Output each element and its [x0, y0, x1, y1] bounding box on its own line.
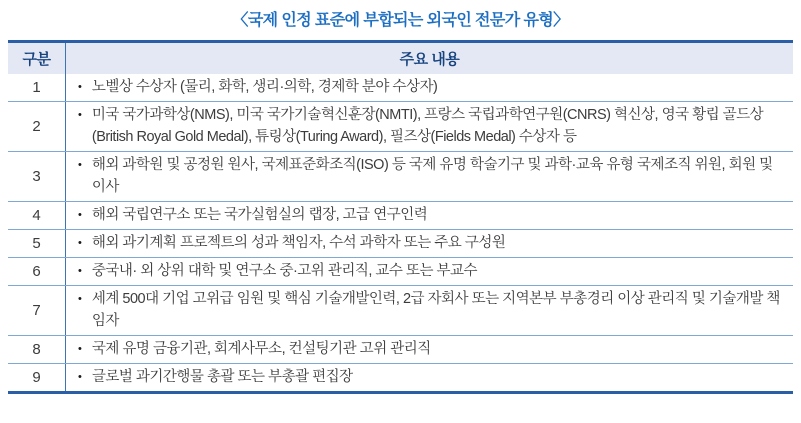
row-content	[65, 152, 793, 201]
row-text: 노벨상 수상자 (물리, 화학, 생리·의학, 경제학 분야 수상자)	[91, 79, 438, 95]
table-row	[8, 335, 793, 363]
row-number: 8	[32, 341, 41, 358]
bullet-icon: •	[78, 371, 82, 383]
row-text: 국제 유명 금융기관, 회계사무소, 컨설팅기관 고위 관리직	[91, 341, 431, 357]
row-text: 해외 국립연구소 또는 국가실험실의 랩장, 고급 연구인력	[91, 207, 428, 223]
column-header-category: 구분	[8, 43, 65, 74]
row-number: 3	[32, 168, 41, 185]
row-text: 해외 과기계획 프로젝트의 성과 책임자, 수석 과학자 또는 주요 구성원	[91, 235, 506, 251]
table-header-row	[8, 43, 793, 74]
row-content	[65, 286, 793, 335]
row-number: 1	[32, 79, 41, 96]
row-content	[65, 202, 793, 229]
column-header-content: 주요 내용	[65, 43, 793, 74]
table-row	[8, 74, 793, 101]
table-row	[8, 285, 793, 335]
table-body	[8, 74, 793, 391]
bullet-icon: •	[78, 81, 82, 93]
bullet-icon: •	[78, 293, 82, 305]
row-content	[65, 258, 793, 285]
bullet-icon: •	[78, 265, 82, 277]
page-title: 〈국제 인정 표준에 부합되는 외국인 전문가 유형〉	[232, 12, 569, 29]
row-text: 중국내· 외 상위 대학 및 연구소 중·고위 관리직, 교수 또는 부교수	[91, 263, 478, 279]
bullet-icon: •	[78, 209, 82, 221]
row-text: 미국 국가과학상(NMS), 미국 국가기술혁신훈장(NMTI), 프랑스 국립과학연구원(CNRS) 혁신상, 영국 황립 골드상(British Royal Gold Medal), 튜링상(Turing Award), 필즈상(Fields Medal) 수상자 등	[91, 107, 764, 145]
table-row	[8, 201, 793, 229]
row-content	[65, 230, 793, 257]
row-content	[65, 336, 793, 363]
row-text: 글로벌 과기간행물 총괄 또는 부총괄 편집장	[91, 369, 353, 385]
table-row	[8, 257, 793, 285]
table-row	[8, 151, 793, 201]
row-text: 해외 과학원 및 공정원 원사, 국제표준화조직(ISO) 등 국제 유명 학술기구 및 과학·교육 유형 국제조직 위원, 회원 및 이사	[91, 157, 773, 195]
row-number: 6	[32, 263, 41, 280]
experts-table	[8, 40, 793, 394]
row-content	[65, 364, 793, 391]
table-row	[8, 101, 793, 151]
bullet-icon: •	[78, 237, 82, 249]
row-text: 세계 500대 기업 고위급 임원 및 핵심 기술개발인력, 2급 자회사 또는 지역본부 부총경리 이상 관리직 및 기술개발 책임자	[91, 291, 780, 329]
row-content	[65, 74, 793, 101]
bullet-icon: •	[78, 109, 82, 121]
table-row	[8, 229, 793, 257]
table-row	[8, 363, 793, 391]
row-number: 7	[32, 302, 41, 319]
row-number: 5	[32, 235, 41, 252]
row-number: 4	[32, 207, 41, 224]
bullet-icon: •	[78, 343, 82, 355]
row-content	[65, 102, 793, 151]
row-number: 2	[32, 118, 41, 135]
bullet-icon: •	[78, 159, 82, 171]
row-number: 9	[32, 369, 41, 386]
